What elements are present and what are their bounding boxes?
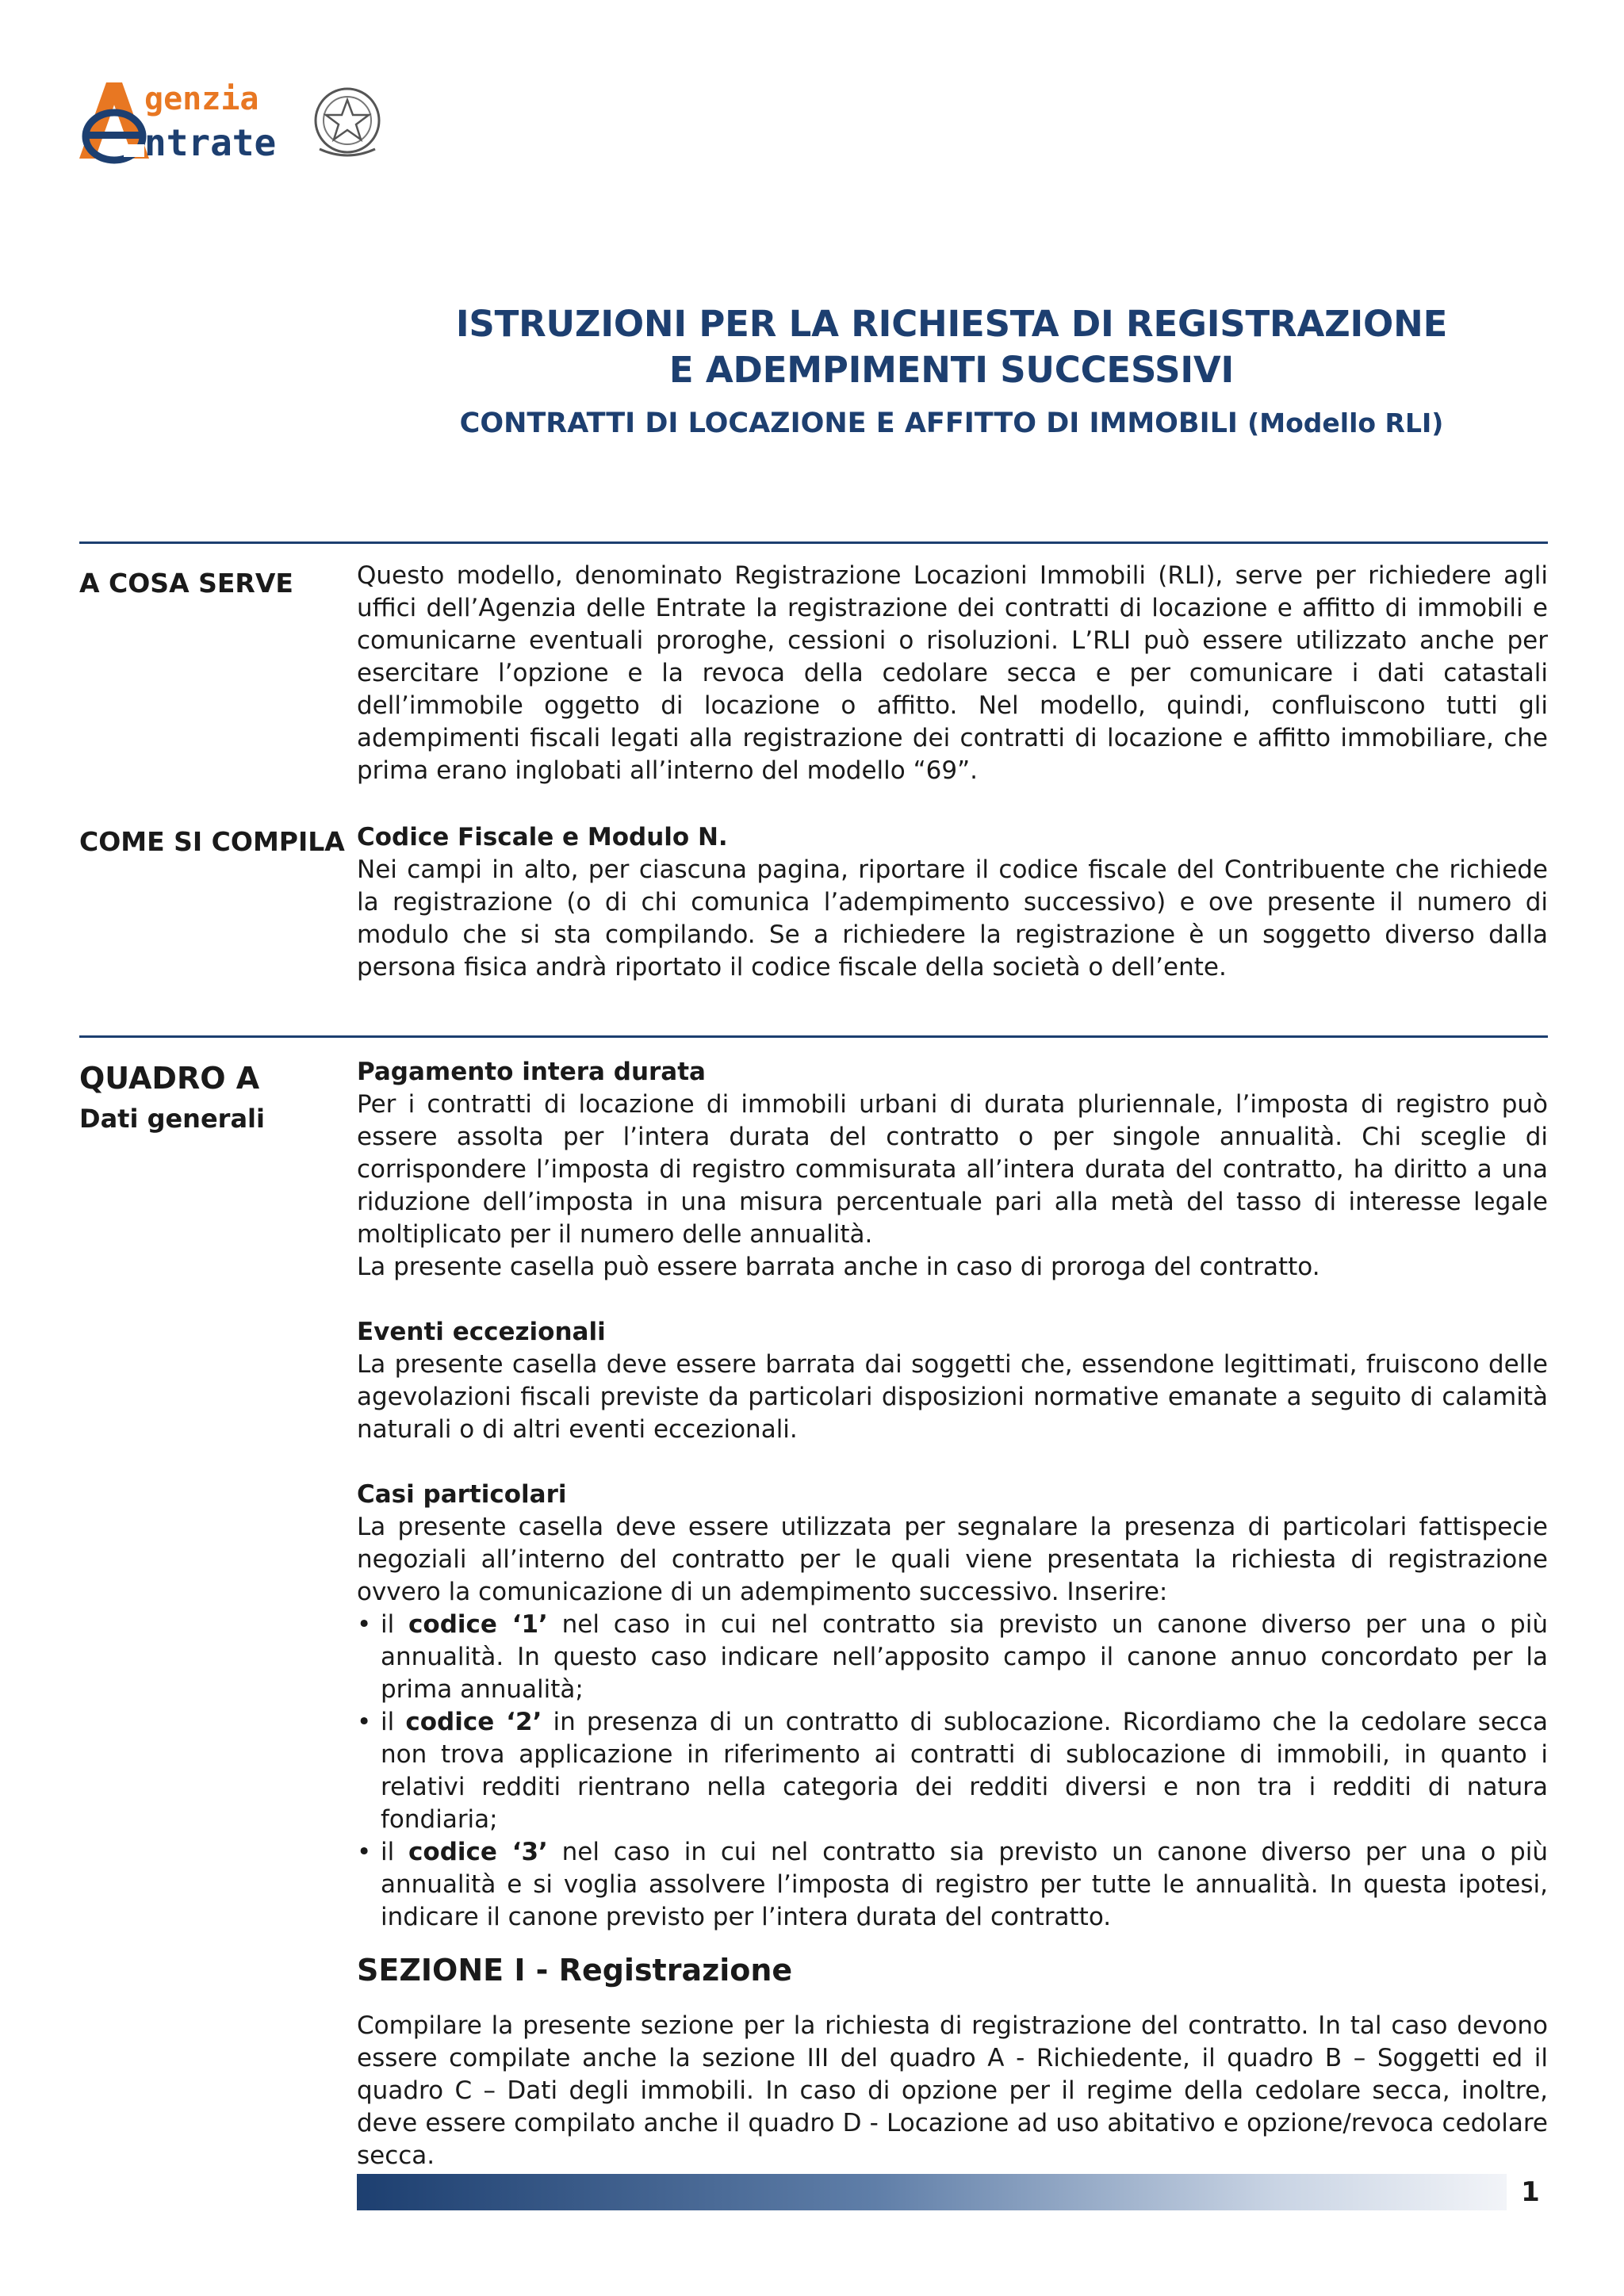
bullet: • xyxy=(357,1708,372,1736)
a-cosa-serve-content xyxy=(357,560,1548,787)
sezione-i-text: Compilare la presente sezione per la richiesta di registrazione del contratto. In tal caso devono essere compilate anche la sezione III del quadro A - Richiedente, il quadro B – Soggetti ed il quadro C – Dati degli immobili. In caso di opzione per il regime della cedolare secca, inoltre, deve essere compilato anche il quadro D - Locazione ad uso abitativo e opzione/revoca cedolare secca. xyxy=(357,2011,1548,2170)
section-divider xyxy=(79,541,1548,544)
pagamento-heading: Pagamento intera durata xyxy=(357,1058,706,1086)
title-line3-suffix: (Modello RLI) xyxy=(1247,408,1444,438)
list-item xyxy=(357,1609,1548,1706)
casi-heading: Casi particolari xyxy=(357,1480,567,1509)
title-line3-main: CONTRATTI DI LOCAZIONE E AFFITTO DI IMMOBILI xyxy=(459,408,1238,439)
section-divider xyxy=(79,1035,1548,1038)
item-pre: il xyxy=(381,1838,409,1866)
logo-graphic xyxy=(78,79,395,166)
label-a-cosa-serve: A COSA SERVE xyxy=(79,568,293,599)
quadro-a-content xyxy=(357,1056,1548,2172)
footer-gradient-bar xyxy=(357,2174,1507,2210)
item-post: in presenza di un contratto di sublocazione. Ricordiamo che la cedolare secca non trova applicazione in riferimento ai contratti di sublocazione di immobili, in quanto i relativi redditi rientrano nella categoria dei redditi diversi e non tra i redditi di natura fondiaria; xyxy=(381,1708,1548,1834)
pagamento-text: Per i contratti di locazione di immobili urbani di durata pluriennale, l’imposta di registro può essere assolta per l’intera durata del contratto o per singole annualità. Chi sceglie di corrispondere l’imposta di registro commisurata all’intera durata del contratto, ha diritto a una riduzione dell’imposta in una misura percentuale pari alla metà del tasso di interesse legale moltiplicato per il numero delle annualità. xyxy=(357,1090,1548,1249)
side-label-come-si-compila xyxy=(79,825,345,859)
bullet: • xyxy=(357,1838,372,1866)
list-item xyxy=(357,1706,1548,1836)
sezione-i-heading: SEZIONE I - Registrazione xyxy=(357,1953,793,1988)
casi-text: La presente casella deve essere utilizzata per segnalare la presenza di particolari fattispecie negoziali all’interno del contratto per le quali viene presentata la richiesta di registrazione ovvero la comunicazione di un adempimento successivo. Inserire: xyxy=(357,1513,1548,1606)
title-line1: ISTRUZIONI PER LA RICHIESTA DI REGISTRAZIONE xyxy=(455,303,1448,345)
italian-republic-emblem-icon xyxy=(316,89,379,155)
document-title xyxy=(238,301,1624,442)
codice-fiscale-text: Nei campi in alto, per ciascuna pagina, riportare il codice fiscale del Contribuente che richiede la registrazione (o di chi comunica l’adempimento successivo) e ove presente il numero di modulo che si sta compilando. Se a richiedere la registrazione è un soggetto diverso dalla persona fisica andrà riportato il codice fiscale della società o dell’ente. xyxy=(357,855,1548,982)
codice-fiscale-heading: Codice Fiscale e Modulo N. xyxy=(357,823,728,851)
bullet: • xyxy=(357,1610,372,1639)
pagamento-text2: La presente casella può essere barrata anche in caso di proroga del contratto. xyxy=(357,1253,1320,1281)
agenzia-entrate-logo xyxy=(78,79,395,166)
side-label-a-cosa-serve xyxy=(79,566,293,601)
label-quadro-a: QUADRO A xyxy=(79,1061,260,1096)
logo-line2: ntrate xyxy=(144,121,277,164)
eventi-text: La presente casella deve essere barrata dai soggetti che, essendone legittimati, fruiscono delle agevolazioni fiscali previste da particolari disposizioni normative emanate a seguito di calamità naturali o di altri eventi eccezionali. xyxy=(357,1350,1548,1444)
title-line2: E ADEMPIMENTI SUCCESSIVI xyxy=(668,349,1235,391)
item-code: codice ‘2’ xyxy=(405,1708,542,1736)
page-number: 1 xyxy=(1521,2176,1540,2208)
item-code: codice ‘3’ xyxy=(408,1838,548,1866)
item-code: codice ‘1’ xyxy=(408,1610,548,1639)
list-item xyxy=(357,1836,1548,1934)
title-line3 xyxy=(238,404,1624,442)
casi-list xyxy=(357,1609,1548,1934)
item-pre: il xyxy=(381,1708,406,1736)
label-dati-generali: Dati generali xyxy=(79,1104,265,1134)
item-post: nel caso in cui nel contratto sia previsto un canone diverso per una o più annualità e si voglia assolvere l’imposta di registro per tutte le annualità. In questa ipotesi, indicare il canone previsto per l’intera durata del contratto. xyxy=(381,1838,1548,1931)
item-post: nel caso in cui nel contratto sia previsto un canone diverso per una o più annualità. In questo caso indicare nell’apposito campo il canone annuo concordato per la prima annualità; xyxy=(381,1610,1548,1704)
side-label-quadro-a xyxy=(79,1058,265,1138)
label-come-si-compila: COME SI COMPILA xyxy=(79,826,345,857)
eventi-heading: Eventi eccezionali xyxy=(357,1318,606,1346)
a-cosa-serve-text: Questo modello, denominato Registrazione Locazioni Immobili (RLI), serve per richiedere agli uffici dell’Agenzia delle Entrate la registrazione dei contratti di locazione e affitto di immobili e comunicarne eventuali proroghe, cessioni o risoluzioni. L’RLI può essere utilizzato anche per esercitare l’opzione e la revoca della cedolare secca e per comunicare i dati catastali dell’immobile oggetto di locazione o affitto. Nel modello, quindi, confluiscono tutti gli adempimenti fiscali legati alla registrazione dei contratti di locazione e affitto immobiliare, che prima erano inglobati all’interno del modello “69”. xyxy=(357,561,1548,785)
logo-line1: genzia xyxy=(144,81,259,117)
item-pre: il xyxy=(381,1610,409,1639)
come-si-compila-content xyxy=(357,821,1548,984)
